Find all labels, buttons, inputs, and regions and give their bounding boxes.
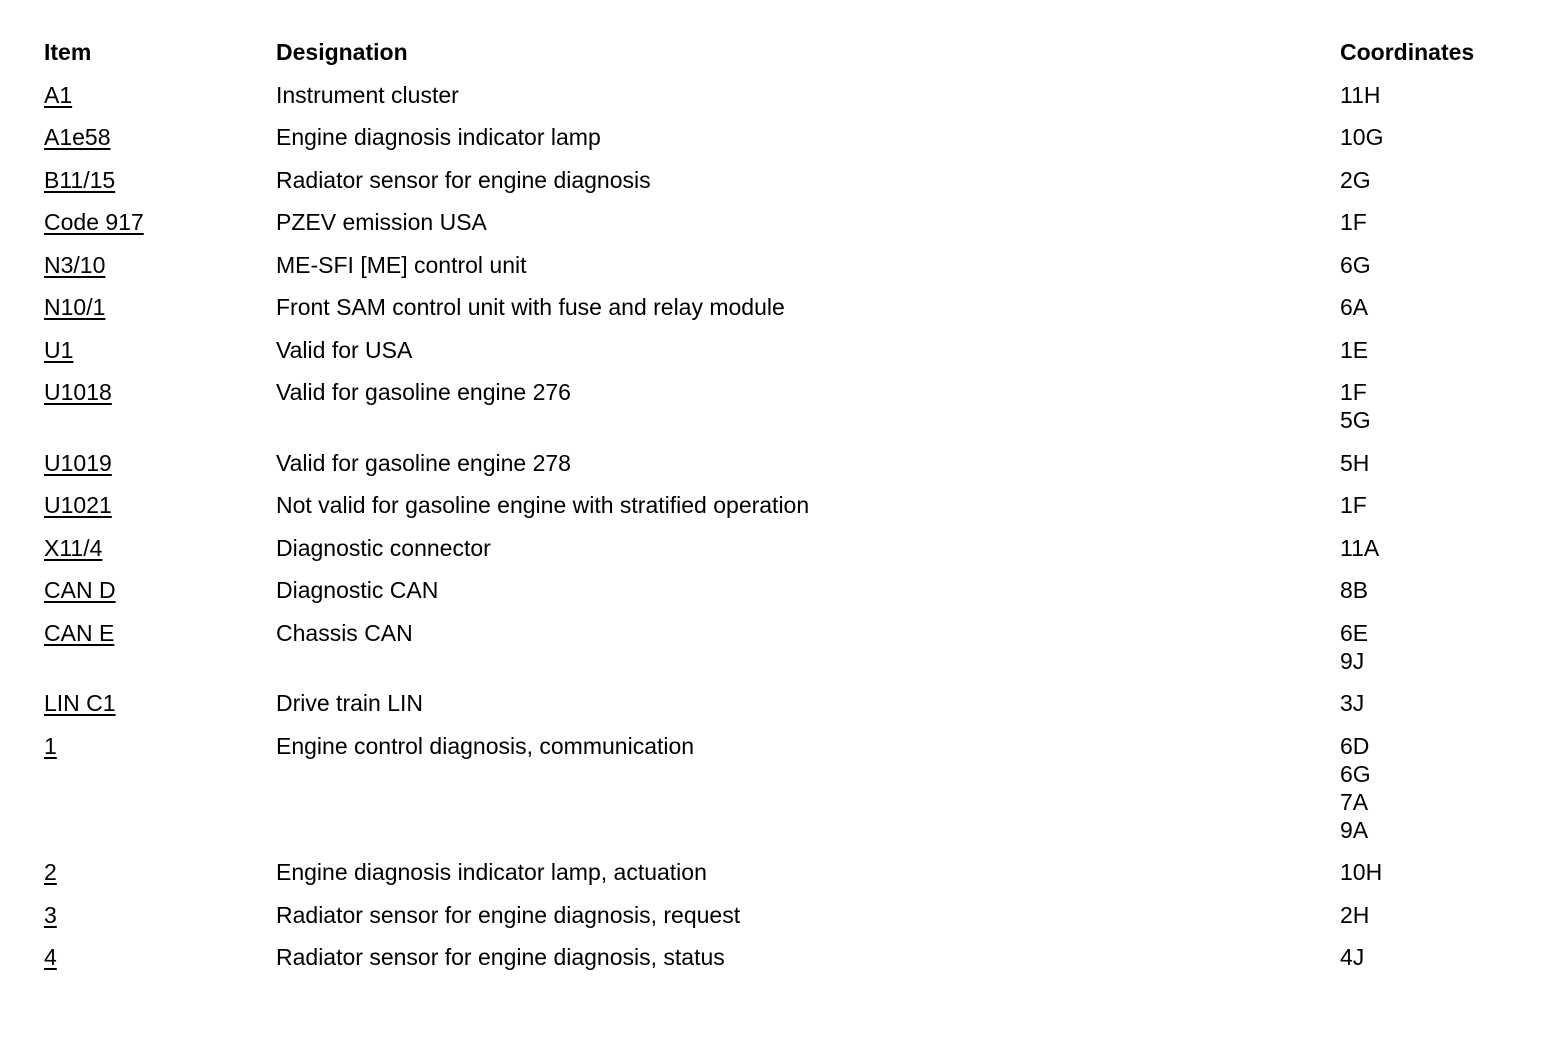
coordinate-value: 10G (1340, 124, 1384, 150)
designation-cell: Valid for gasoline engine 276 (276, 379, 571, 405)
coordinates-cell (1340, 576, 1520, 619)
coordinate-value: 7A (1340, 788, 1369, 815)
item-cell (44, 293, 276, 336)
coordinate-value: 8B (1340, 577, 1369, 603)
coordinate-value: 2H (1340, 901, 1370, 928)
coordinates-cell (1340, 901, 1520, 944)
designation-cell: PZEV emission USA (276, 209, 487, 235)
table-row (44, 378, 1520, 449)
item-link[interactable]: U1018 (44, 379, 112, 405)
coordinates-cell (1340, 251, 1520, 294)
designation-cell: Valid for gasoline engine 278 (276, 449, 571, 476)
item-link[interactable]: 4 (44, 944, 57, 970)
coordinates-cell (1340, 534, 1520, 577)
designation-cell: Engine diagnosis indicator lamp, actuation (276, 859, 707, 885)
item-link[interactable]: U1019 (44, 449, 112, 476)
item-cell (44, 166, 276, 209)
designation-cell: Engine control diagnosis, communication (276, 732, 695, 759)
item-link[interactable]: 1 (44, 732, 57, 759)
table-row (44, 293, 1520, 336)
designation-cell: Front SAM control unit with fuse and relay module (276, 294, 785, 320)
item-link[interactable]: 2 (44, 859, 57, 885)
table-row (44, 123, 1520, 166)
item-link[interactable]: U1021 (44, 492, 112, 518)
designation-cell: Not valid for gasoline engine with stratified operation (276, 492, 810, 518)
table-row (44, 943, 1520, 986)
item-cell (44, 81, 276, 124)
table-row (44, 901, 1520, 944)
item-cell (44, 534, 276, 577)
header-row (44, 38, 1520, 81)
item-cell (44, 689, 276, 732)
designation-cell: Diagnostic connector (276, 534, 491, 561)
item-cell (44, 576, 276, 619)
item-cell (44, 491, 276, 534)
table-row (44, 858, 1520, 901)
coordinates-cell (1340, 378, 1520, 449)
coordinates-cell (1340, 449, 1520, 492)
table-row (44, 336, 1520, 379)
item-link[interactable]: A1 (44, 81, 73, 108)
item-cell (44, 208, 276, 251)
item-cell (44, 449, 276, 492)
designation-cell: Drive train LIN (276, 690, 423, 716)
designation-cell: Engine diagnosis indicator lamp (276, 124, 601, 150)
coordinate-value: 6A (1340, 294, 1369, 320)
item-cell (44, 858, 276, 901)
item-cell (44, 732, 276, 859)
header-designation: Designation (276, 39, 408, 65)
item-link[interactable]: N10/1 (44, 294, 106, 320)
coordinate-value: 2G (1340, 166, 1371, 193)
table-row (44, 732, 1520, 859)
coordinate-value: 11A (1340, 534, 1380, 561)
item-cell (44, 378, 276, 449)
coordinates-cell (1340, 81, 1520, 124)
coordinates-cell (1340, 732, 1520, 859)
designation-cell: Chassis CAN (276, 619, 413, 646)
coordinate-value: 1F (1340, 492, 1367, 518)
item-link[interactable]: 3 (44, 901, 57, 928)
coordinate-value: 6G (1340, 251, 1371, 278)
table-row (44, 534, 1520, 577)
item-link[interactable]: U1 (44, 336, 74, 363)
coordinates-cell (1340, 858, 1520, 901)
table-row (44, 208, 1520, 251)
coordinates-cell (1340, 208, 1520, 251)
designation-cell: ME-SFI [ME] control unit (276, 251, 527, 278)
item-cell (44, 619, 276, 690)
item-link[interactable]: CAN D (44, 577, 116, 603)
coordinate-value: 9J (1340, 647, 1365, 674)
item-link[interactable]: B11/15 (44, 166, 116, 193)
table-row (44, 576, 1520, 619)
coordinates-cell (1340, 943, 1520, 986)
designation-cell: Radiator sensor for engine diagnosis, request (276, 901, 741, 928)
item-cell (44, 336, 276, 379)
table-row (44, 491, 1520, 534)
legend-table (44, 38, 1520, 986)
coordinates-cell (1340, 293, 1520, 336)
coordinates-cell (1340, 123, 1520, 166)
coordinate-value: 11H (1340, 81, 1381, 108)
designation-cell: Diagnostic CAN (276, 577, 439, 603)
item-cell (44, 123, 276, 166)
coordinate-value: 6G (1340, 760, 1371, 787)
coordinate-value: 4J (1340, 944, 1365, 970)
header-coordinates: Coordinates (1340, 39, 1475, 65)
item-link[interactable]: N3/10 (44, 251, 106, 278)
item-cell (44, 251, 276, 294)
coordinate-value: 10H (1340, 859, 1383, 885)
table-row (44, 81, 1520, 124)
coordinate-value: 3J (1340, 690, 1365, 716)
coordinates-cell (1340, 619, 1520, 690)
legend-body (44, 81, 1520, 986)
designation-cell: Radiator sensor for engine diagnosis (276, 166, 651, 193)
table-row (44, 619, 1520, 690)
designation-cell: Instrument cluster (276, 81, 459, 108)
table-row (44, 251, 1520, 294)
coordinate-value: 1F (1340, 209, 1367, 235)
coordinate-value: 9A (1340, 816, 1369, 843)
coordinate-value: 1E (1340, 336, 1369, 363)
table-row (44, 166, 1520, 209)
item-link[interactable]: A1e58 (44, 124, 111, 150)
coordinate-value: 5G (1340, 407, 1371, 433)
coordinates-cell (1340, 166, 1520, 209)
item-link[interactable]: X11/4 (44, 534, 103, 561)
designation-cell: Valid for USA (276, 336, 413, 363)
coordinate-value: 5H (1340, 449, 1370, 476)
coordinates-cell (1340, 689, 1520, 732)
item-cell (44, 901, 276, 944)
coordinates-cell (1340, 491, 1520, 534)
item-cell (44, 943, 276, 986)
item-link[interactable]: CAN E (44, 619, 115, 646)
header-item: Item (44, 39, 92, 65)
item-link[interactable]: LIN C1 (44, 690, 116, 716)
table-row (44, 449, 1520, 492)
table-row (44, 689, 1520, 732)
coordinate-value: 6E (1340, 619, 1369, 646)
designation-cell: Radiator sensor for engine diagnosis, status (276, 944, 725, 970)
item-link[interactable]: Code 917 (44, 209, 144, 235)
coordinate-value: 6D (1340, 732, 1370, 759)
coordinates-cell (1340, 336, 1520, 379)
coordinate-value: 1F (1340, 379, 1367, 405)
